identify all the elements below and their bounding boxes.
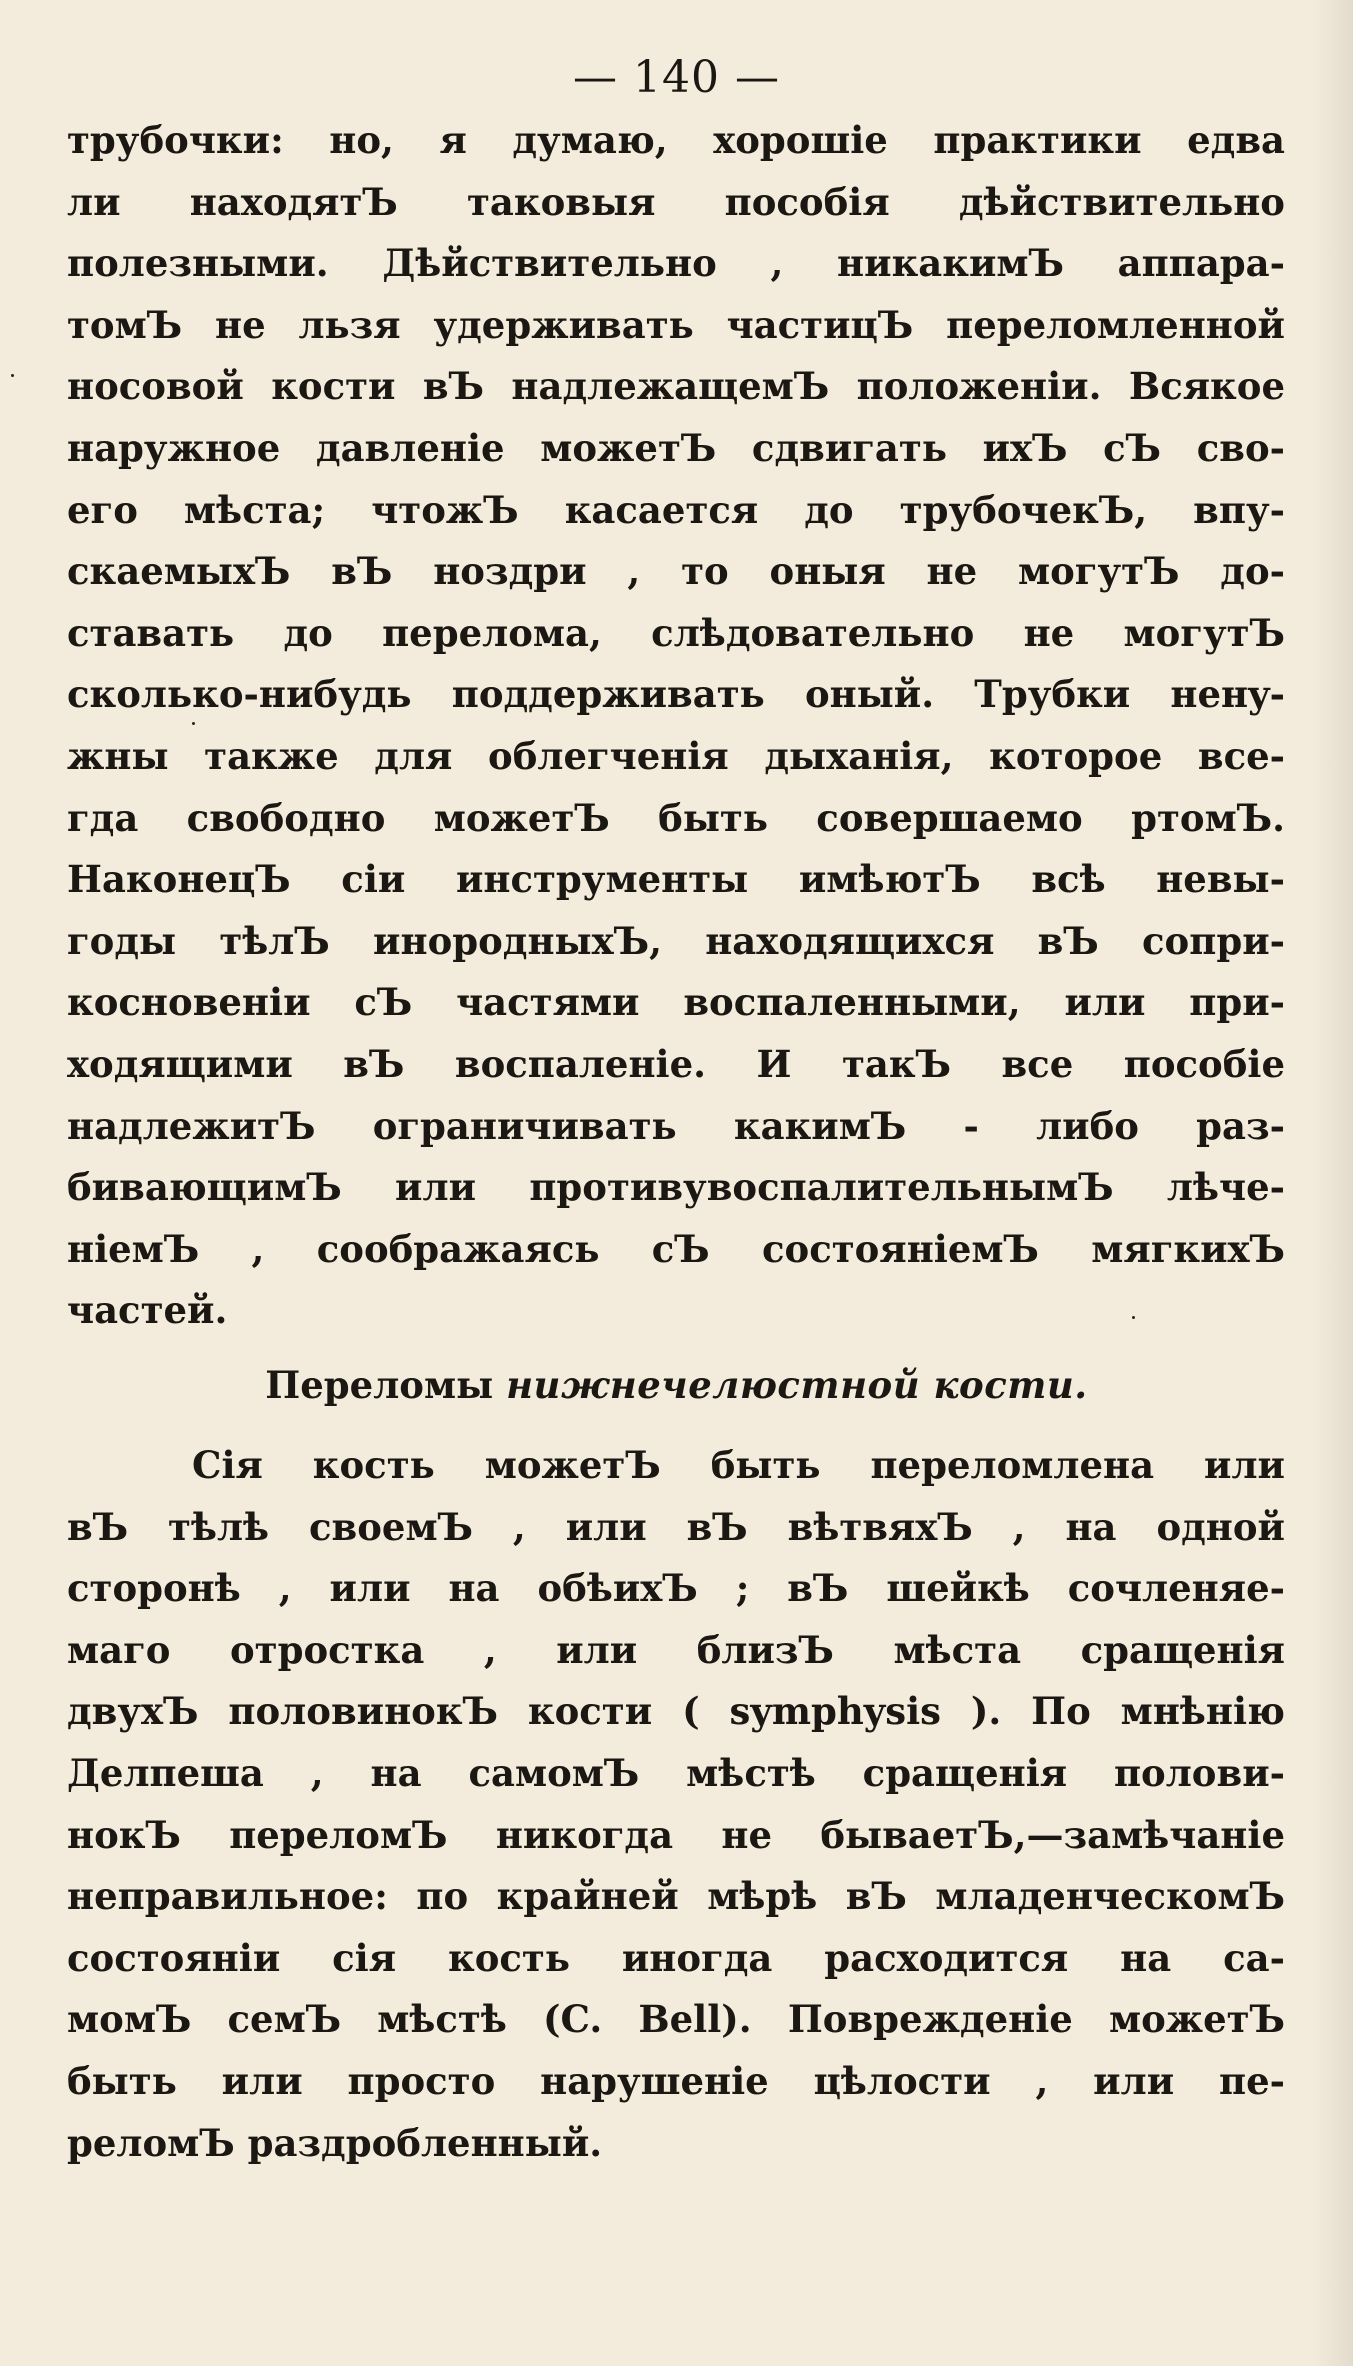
ink-speck bbox=[11, 374, 14, 377]
text-line: состояніи сія кость иногда расходится на са- bbox=[67, 1935, 1285, 1980]
text-line: его мѣста; чтожЪ касается до трубочекЪ, впу- bbox=[67, 487, 1285, 532]
text-line: полезными. Дѣйствительно , никакимЪ аппара- bbox=[67, 241, 1285, 286]
text-line: Делпеша , на самомЪ мѣстѣ сращенія полови- bbox=[67, 1750, 1285, 1795]
text-line: ли находятЪ таковыя пособія дѣйствительно bbox=[67, 179, 1285, 224]
text-line: нокЪ переломЪ никогда не бываетЪ,—замѣчаніе bbox=[67, 1812, 1285, 1857]
text-line: жны также для облегченія дыханія, которое все- bbox=[67, 733, 1285, 778]
page-edge-shadow bbox=[1313, 0, 1353, 2366]
section-heading-italic: нижнечелюстной кости. bbox=[506, 1363, 1088, 1407]
text-line: косновеніи сЪ частями воспаленными, или при- bbox=[67, 980, 1285, 1025]
text-line: носовой кости вЪ надлежащемЪ положеніи. Всякое bbox=[67, 364, 1285, 409]
text-line: момЪ семЪ мѣстѣ (C. Bell). Поврежденіе можетЪ bbox=[67, 1997, 1285, 2042]
text-line: наружное давленіе можетЪ сдвигать ихЪ сЪ сво- bbox=[67, 425, 1285, 470]
page-number: — 140 — bbox=[573, 52, 780, 103]
text-line: гда свободно можетЪ быть совершаемо ртомЪ. bbox=[67, 795, 1285, 840]
text-line: Сія кость можетЪ быть переломлена или bbox=[192, 1443, 1285, 1487]
section-heading bbox=[0, 1355, 1353, 1415]
text-line: частей. bbox=[67, 1288, 228, 1333]
text-line: годы тѣлЪ инородныхЪ, находящихся вЪ сопри- bbox=[67, 918, 1285, 963]
text-line: маго отростка , или близЪ мѣста сращенія bbox=[67, 1627, 1285, 1672]
text-line: ставать до перелома, слѣдовательно не могутЪ bbox=[67, 610, 1285, 655]
text-line: ніемЪ , соображаясь сЪ состояніемЪ мягкихЪ bbox=[67, 1226, 1285, 1271]
text-line: ходящими вЪ воспаленіе. И такЪ все пособіе bbox=[67, 1041, 1285, 1086]
text-line: томЪ не льзя удерживать частицЪ переломленной bbox=[67, 302, 1285, 347]
text-line: двухЪ половинокЪ кости ( symphysis ). По мнѣнію bbox=[67, 1689, 1285, 1734]
section-heading-plain: Переломы bbox=[265, 1363, 494, 1407]
text-line: сторонѣ , или на обѣихЪ ; вЪ шейкѣ сочленяе- bbox=[67, 1566, 1285, 1611]
text-line: скаемыхЪ вЪ ноздри , то оныя не могутЪ до- bbox=[67, 549, 1285, 594]
text-line: надлежитЪ ограничивать какимЪ - либо раз- bbox=[67, 1103, 1285, 1148]
text-line: трубочки: но, я думаю, хорошіе практики едва bbox=[67, 118, 1285, 162]
text-line: НаконецЪ сіи инструменты имѣютЪ всѣ невы- bbox=[67, 857, 1285, 902]
text-line: реломЪ раздробленный. bbox=[67, 2120, 603, 2165]
text-line: быть или просто нарушеніе цѣлости , или пе- bbox=[67, 2058, 1285, 2103]
text-line: вЪ тѣлѣ своемЪ , или вЪ вѣтвяхЪ , на одной bbox=[67, 1504, 1285, 1549]
ink-speck bbox=[1132, 1316, 1135, 1319]
paragraph-jaw-fracture bbox=[67, 1435, 1285, 2174]
ink-speck bbox=[192, 722, 195, 725]
text-line: неправильное: по крайней мѣрѣ вЪ младенческомЪ bbox=[67, 1874, 1285, 1919]
paragraph-nasal-fracture-treatment bbox=[67, 110, 1285, 1342]
text-line: бивающимЪ или противувоспалительнымЪ лѣче- bbox=[67, 1165, 1285, 1210]
text-line: сколько-нибудь поддерживать оный. Трубки ненy- bbox=[67, 672, 1285, 717]
